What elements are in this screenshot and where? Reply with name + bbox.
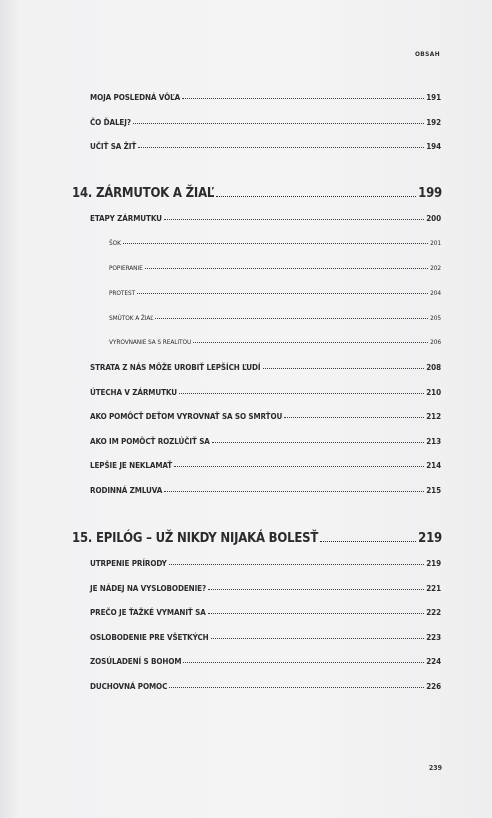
toc-entry — [90, 633, 441, 642]
toc-subentry — [109, 239, 441, 247]
toc-chapter — [72, 531, 442, 546]
toc-entry — [90, 608, 441, 617]
toc-entry-title: MOJA POSLEDNÁ VÔĽA — [90, 93, 181, 102]
toc-entry-title: UČIŤ SA ŽIŤ — [90, 142, 137, 151]
dot-leader — [155, 318, 428, 319]
toc-subentry-page: 206 — [430, 338, 441, 346]
toc-chapter-page: 219 — [418, 531, 442, 546]
toc-subentry-title: VYROVNANIE SA S REALITOU — [109, 338, 192, 346]
toc-entry-page: 192 — [426, 118, 441, 127]
toc-subentry — [109, 314, 441, 322]
toc-entry-title: OSLOBODENIE PRE VŠETKÝCH — [90, 633, 209, 642]
toc-entry-title: JE NÁDEJ NA VYSLOBODENIE? — [90, 584, 207, 593]
dot-leader — [193, 342, 428, 343]
toc-subentry-page: 205 — [430, 314, 441, 322]
toc-entry — [90, 118, 441, 127]
toc-chapter-title: 15. EPILÓG – UŽ NIKDY NIJAKÁ BOLESŤ — [72, 531, 319, 546]
toc-entry — [90, 93, 441, 102]
dot-leader — [263, 368, 425, 369]
dot-leader — [164, 219, 424, 220]
toc-chapter-page: 199 — [418, 186, 442, 201]
toc-subentry — [109, 289, 441, 297]
toc-entry-page: 223 — [426, 633, 441, 642]
toc-entry-page: 226 — [426, 682, 441, 691]
dot-leader — [208, 613, 425, 614]
dot-leader — [182, 98, 424, 99]
toc-entry-title: PREČO JE ŤAŽKÉ VYMANIŤ SA — [90, 608, 206, 617]
toc-entry-title: ČO ĎALEJ? — [90, 118, 131, 127]
toc-chapter — [72, 186, 442, 201]
dot-leader — [169, 687, 424, 688]
toc-entry-title: LEPŠIE JE NEKLAMAŤ — [90, 461, 173, 470]
toc-entry-title: RODINNÁ ZMLUVA — [90, 486, 163, 495]
dot-leader — [169, 564, 424, 565]
toc-subentry-page: 202 — [430, 264, 441, 272]
dot-leader — [208, 589, 424, 590]
toc-entry — [90, 142, 441, 151]
dot-leader — [123, 243, 428, 244]
dot-leader — [138, 147, 424, 148]
dot-leader — [133, 123, 424, 124]
toc-entry-page: 208 — [426, 363, 441, 372]
dot-leader — [216, 196, 416, 197]
dot-leader — [211, 638, 425, 639]
dot-leader — [284, 417, 424, 418]
page-number: 239 — [428, 764, 442, 772]
toc-subentry-title: SMÚTOK A ŽIAĽ — [109, 314, 154, 322]
toc-entry-page: 212 — [426, 412, 441, 421]
toc-entry-page: 200 — [426, 214, 441, 223]
dot-leader — [212, 442, 424, 443]
dot-leader — [179, 393, 424, 394]
dot-leader — [137, 293, 428, 294]
toc-entry — [90, 461, 441, 470]
toc-subentry-page: 204 — [430, 289, 441, 297]
toc-entry — [90, 657, 441, 666]
dot-leader — [174, 466, 424, 467]
toc-subentry-title: PROTEST — [109, 289, 136, 297]
toc-entry-page: 213 — [426, 437, 441, 446]
toc-entry-page: 210 — [426, 388, 441, 397]
toc-entry — [90, 437, 441, 446]
toc-entry-title: ZOSÚLADENÍ S BOHOM — [90, 657, 182, 666]
dot-leader — [164, 491, 424, 492]
toc-entry-page: 222 — [426, 608, 441, 617]
toc-entry-title: ÚTECHA V ZÁRMUTKU — [90, 388, 177, 397]
toc-entry — [90, 412, 441, 421]
toc-entry — [90, 388, 441, 397]
toc-entry-page: 214 — [426, 461, 441, 470]
toc-entry-title: AKO POMÔCŤ DEŤOM VYROVNAŤ SA SO SMRŤOU — [90, 412, 283, 421]
toc-entry-page: 221 — [426, 584, 441, 593]
toc-chapter-title: 14. ZÁRMUTOK A ŽIAĽ — [72, 186, 215, 201]
toc-subentry-title: ŠOK — [109, 239, 121, 247]
toc-entry-title: DUCHOVNÁ POMOC — [90, 682, 168, 691]
dot-leader — [145, 268, 428, 269]
running-header: OBSAH — [414, 50, 440, 58]
toc-entry-page: 219 — [426, 559, 441, 568]
toc-subentry — [109, 338, 441, 346]
toc-entry — [90, 584, 441, 593]
toc-entry-title: UTRPENIE PRÍRODY — [90, 559, 167, 568]
toc-entry-page: 194 — [426, 142, 441, 151]
dot-leader — [183, 662, 424, 663]
toc-entry — [90, 682, 441, 691]
toc-entry — [90, 486, 441, 495]
toc-entry — [90, 214, 441, 223]
toc-entry-page: 191 — [426, 93, 441, 102]
toc-entry-page: 224 — [426, 657, 441, 666]
toc-entry-title: ETAPY ZÁRMUTKU — [90, 214, 162, 223]
toc-subentry — [109, 264, 441, 272]
toc-entry — [90, 363, 441, 372]
toc-subentry-title: POPIERANIE — [109, 264, 143, 272]
toc-entry-title: STRATA Z NÁS MÔŽE UROBIŤ LEPŠÍCH ĽUDÍ — [90, 363, 261, 372]
toc-entry-page: 215 — [426, 486, 441, 495]
toc-entry — [90, 559, 441, 568]
toc-entry-title: AKO IM POMÔCŤ ROZLÚČIŤ SA — [90, 437, 210, 446]
dot-leader — [320, 541, 416, 542]
toc-subentry-page: 201 — [430, 239, 441, 247]
